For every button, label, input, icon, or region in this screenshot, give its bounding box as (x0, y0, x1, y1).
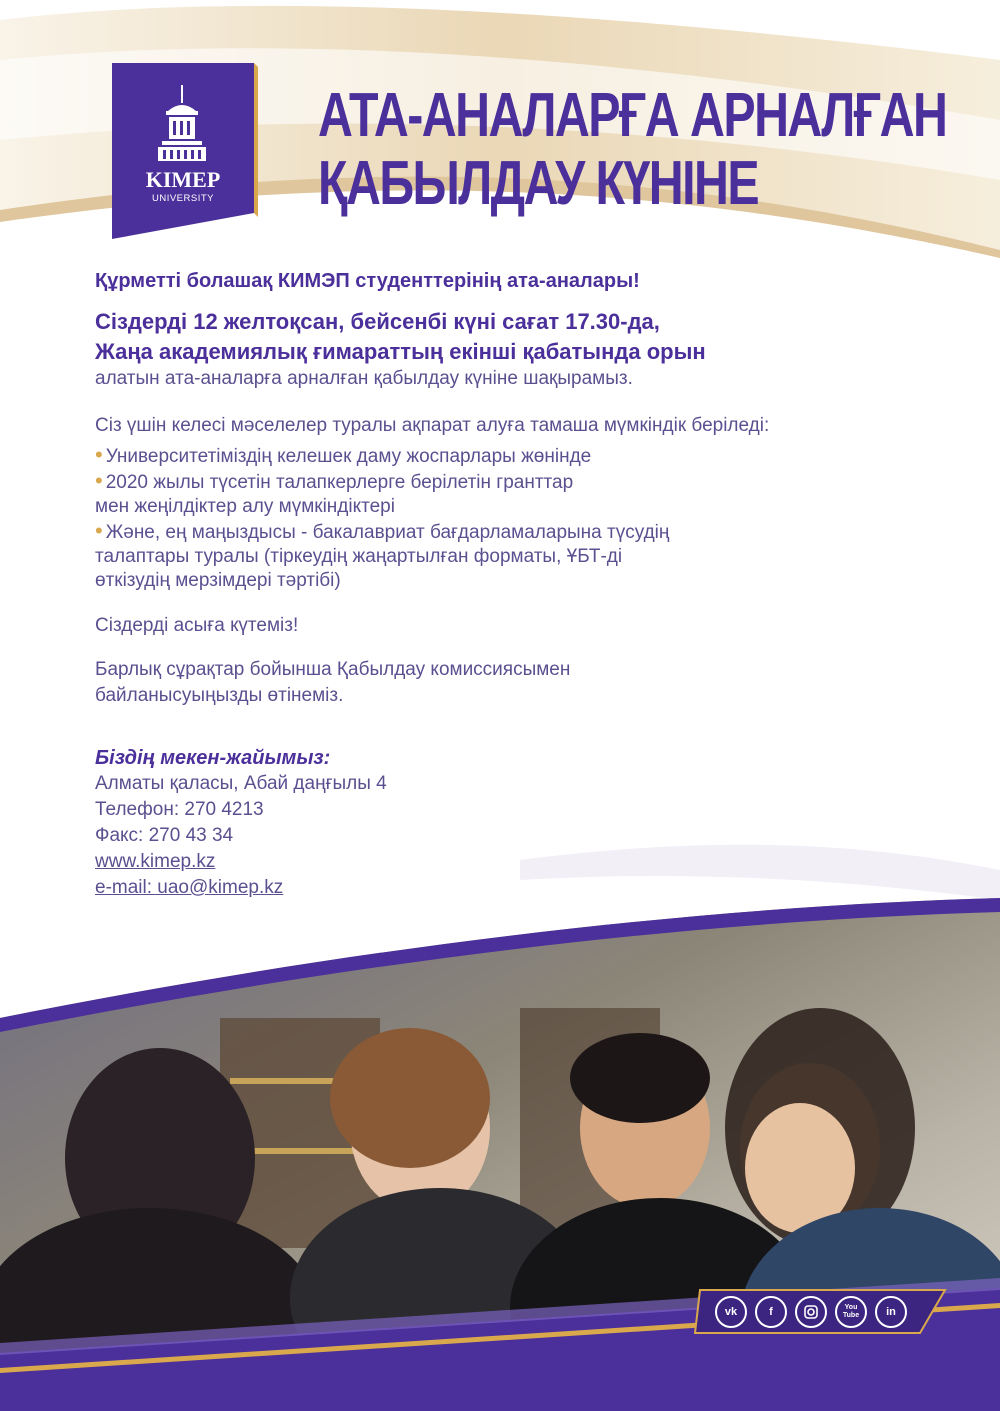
contact-request (95, 657, 955, 709)
topic-item (95, 469, 955, 519)
youtube-icon[interactable]: You Tube (835, 1296, 867, 1328)
closing-line: Сіздерді асыға күтеміз! (95, 615, 299, 636)
facebook-icon[interactable]: f (755, 1296, 787, 1328)
invitation-line-2: Жаңа академиялық ғимараттың екінші қабатында орын (95, 339, 706, 364)
topic-text: мен жеңілдіктер алу мүмкіндіктері (95, 496, 395, 517)
email-link[interactable]: e-mail: uao@kimep.kz (95, 877, 284, 898)
topic-item (95, 443, 955, 469)
topic-text: өткізудің мерзімдері тәртібі) (95, 570, 341, 591)
topic-text: Университетіміздің келешек даму жоспарлары жөнінде (105, 446, 592, 467)
topic-text: Және, ең маңыздысы - бакалавриат бағдарламаларына түсудің (105, 522, 670, 543)
title-line-1: АТА-АНАЛАРҒА АРНАЛҒАН (318, 81, 947, 150)
students-photo (0, 898, 1000, 1411)
topic-text: талаптары туралы (тіркеудің жаңартылған форматы, ҰБТ-ді (95, 546, 623, 567)
social-links (715, 1296, 907, 1330)
contact-request-line: байланысуыңызды өтінеміз. (95, 685, 344, 706)
invitation-date (95, 307, 955, 367)
address-phone: Телефон: 270 4213 (95, 799, 264, 820)
logo-name: KIMEP (145, 167, 221, 192)
address-fax: Факс: 270 43 34 (95, 825, 234, 846)
logo-sub: UNIVERSITY (151, 193, 215, 204)
kimep-logo (108, 63, 258, 239)
website-link[interactable]: www.kimep.kz (95, 851, 216, 872)
address-city: Алматы қаласы, Абай даңғылы 4 (95, 773, 387, 794)
invitation-rest: алатын ата-аналарға арналған қабылдау күніне шақырамыз. (95, 368, 633, 389)
page-title (318, 81, 947, 218)
greeting: Құрметті болашақ КИМЭП студенттерінің ата-аналары! (95, 270, 640, 292)
intro-text: Сіз үшін келесі мәселелер туралы ақпарат алуға тамаша мүмкіндік беріледі: (95, 415, 770, 436)
instagram-icon[interactable] (795, 1296, 827, 1328)
letter-body (95, 270, 955, 901)
address-heading: Біздің мекен-жайымыз: (95, 747, 331, 769)
bullet-icon: • (95, 442, 103, 467)
bullet-icon: • (95, 468, 103, 493)
vk-icon[interactable]: vk (715, 1296, 747, 1328)
title-line-2: ҚАБЫЛДАУ КҮНІНЕ (318, 149, 759, 218)
topics-list (95, 443, 955, 593)
invitation-line-1: Сіздерді 12 желтоқсан, бейсенбі күні сағат 17.30-да, (95, 309, 660, 334)
contact-request-line: Барлық сұрақтар бойынша Қабылдау комиссиясымен (95, 659, 571, 680)
bullet-icon: • (95, 518, 103, 543)
linkedin-icon[interactable]: in (875, 1296, 907, 1328)
topic-text: 2020 жылы түсетін талапкерлерге берілетін гранттар (105, 472, 574, 493)
topic-item (95, 519, 955, 593)
